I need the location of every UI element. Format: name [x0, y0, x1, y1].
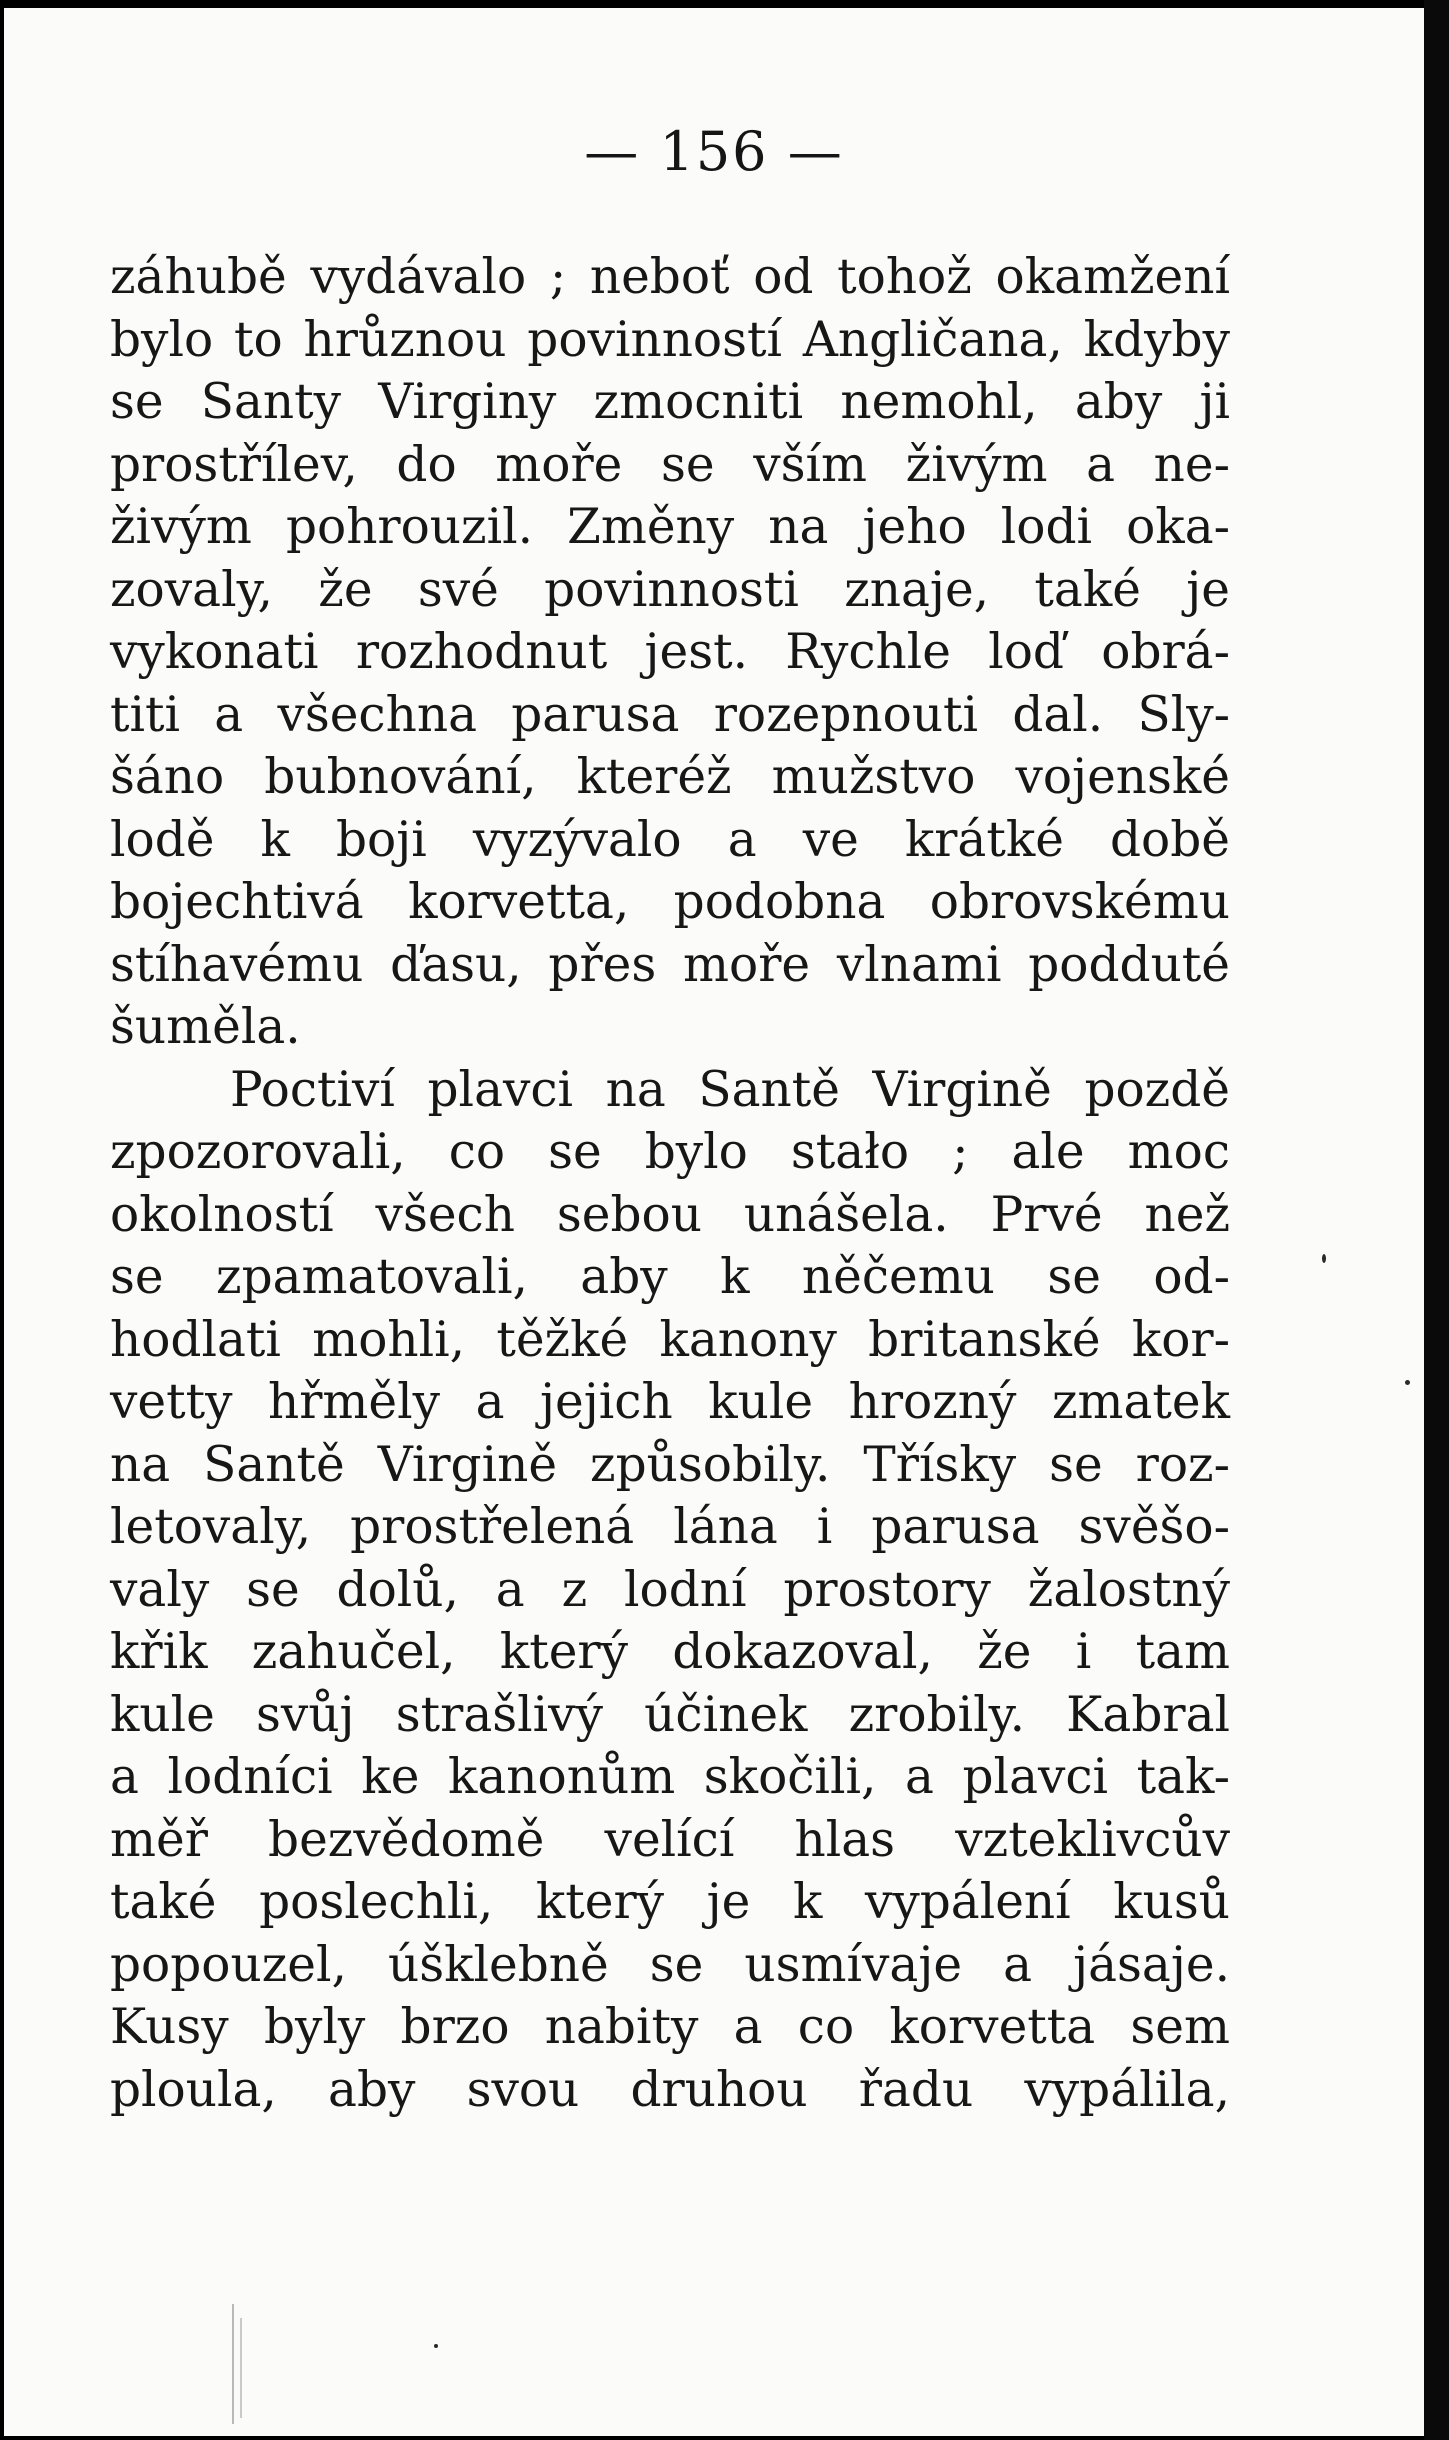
text-line: lodě k boji vyzývalo a ve krátké době: [110, 811, 1230, 868]
text-line: bojechtivá korvetta, podobna obrovskému: [110, 874, 1230, 930]
text-line: na Santě Virgině způsobily. Třísky se roz-: [110, 1436, 1230, 1493]
text-line: stíhavému ďasu, přes moře vlnami podduté: [110, 936, 1230, 993]
text-line: a lodníci ke kanonům skočili, a plavci tak-: [110, 1749, 1230, 1805]
text-line: prostřílev, do moře se vším živým a ne-: [110, 436, 1230, 493]
text-line: se Santy Virginy zmocniti nemohl, aby ji: [110, 374, 1230, 430]
paper-speck: [232, 2304, 234, 2424]
text-line: měř bezvědomě velící hlas vzteklivcův: [110, 1811, 1230, 1868]
text-line: hodlati mohli, těžké kanony britanské kor-: [110, 1311, 1230, 1368]
text-line: valy se dolů, a z lodní prostory žalostný: [110, 1561, 1230, 1618]
text-line: popouzel, úšklebně se usmívaje a jásaje.: [110, 1936, 1230, 1993]
text-line: letovaly, prostřelená lána i parusa svěšo-: [110, 1499, 1230, 1555]
paper-speck: [434, 2344, 438, 2348]
text-line: vykonati rozhodnut jest. Rychle loď obrá-: [110, 624, 1230, 680]
text-line: se zpamatovali, aby k něčemu se od-: [110, 1249, 1230, 1305]
text-line: živým pohrouzil. Změny na jeho lodi oka-: [110, 499, 1230, 555]
text-line: šáno bubnování, kteréž mužstvo vojenské: [110, 749, 1230, 805]
page-text: [110, 246, 1230, 2121]
scan-edge: [1424, 0, 1449, 2440]
book-page: [4, 8, 1424, 2436]
text-line: křik zahučel, který dokazoval, že i tam: [110, 1624, 1230, 1680]
page-number: — 156 —: [584, 120, 844, 183]
text-line: Kusy byly brzo nabity a co korvetta sem: [110, 1999, 1230, 2055]
paper-speck: [240, 2318, 242, 2418]
text-line: Poctiví plavci na Santě Virgině pozdě: [230, 1061, 1230, 1118]
text-line: okolností všech sebou unášela. Prvé než: [110, 1186, 1230, 1243]
text-line: titi a všechna parusa rozepnouti dal. Sly-: [110, 686, 1230, 743]
text-line: šuměla.: [110, 999, 301, 1055]
paper-speck: [1405, 1380, 1410, 1385]
paper-speck: [1322, 1254, 1326, 1263]
text-line: zpozorovali, co se bylo stało ; ale moc: [110, 1124, 1230, 1180]
text-line: zovaly, že své povinnosti znaje, také je: [110, 561, 1230, 618]
text-line: záhubě vydávalo ; neboť od tohož okamžení: [110, 249, 1230, 305]
text-line: vetty hřměly a jejich kule hrozný zmatek: [110, 1374, 1230, 1430]
text-line: kule svůj strašlivý účinek zrobily. Kabral: [110, 1686, 1230, 1743]
text-line: také poslechli, který je k vypálení kusů: [110, 1874, 1230, 1930]
text-line: ploula, aby svou druhou řadu vypálila,: [110, 2061, 1230, 2118]
text-line: bylo to hrůznou povinností Angličana, kdyby: [110, 311, 1230, 368]
